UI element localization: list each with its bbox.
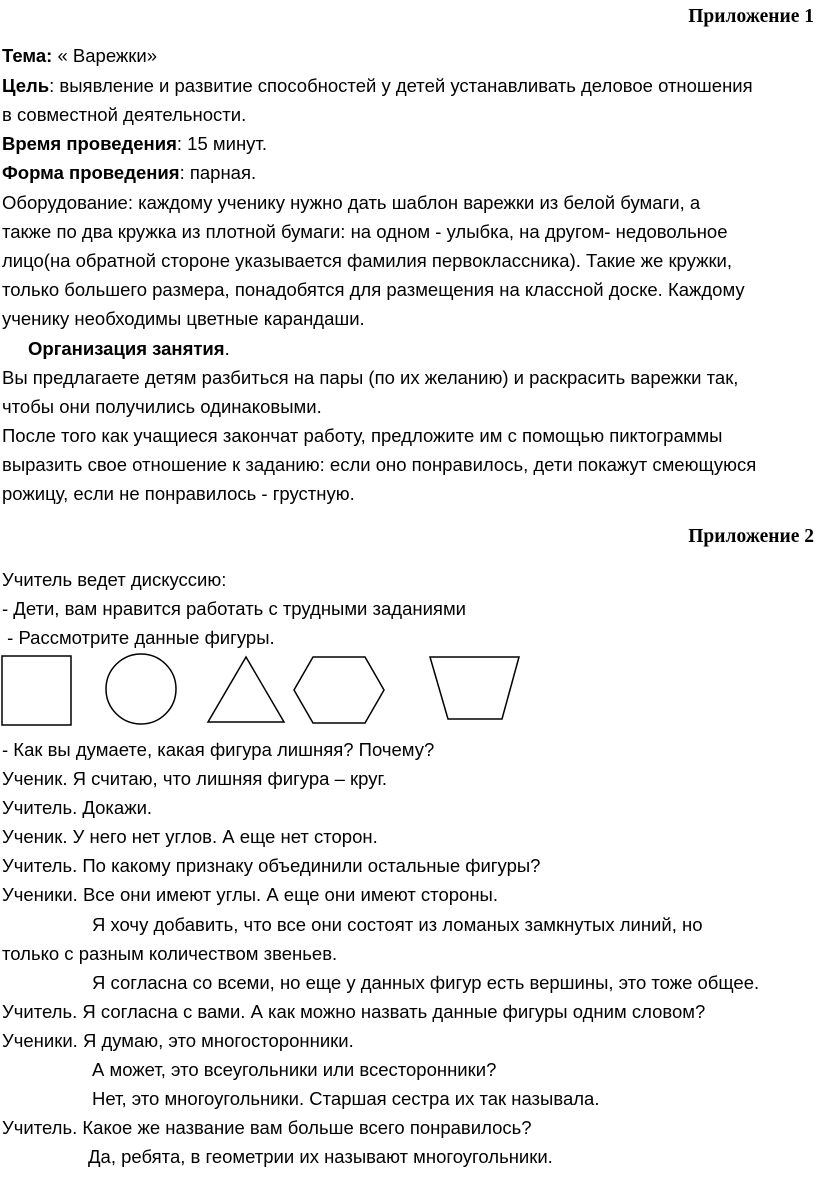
equipment-line: лицо(на обратной стороне указывается фамилия первоклассника). Такие же кружки, [2,250,733,271]
intro-line: - Рассмотрите данные фигуры. [2,627,275,648]
dialogue-line: Я согласна со всеми, но еще у данных фигур есть вершины, это тоже общее. [92,972,760,993]
form-label: Форма проведения [2,162,180,183]
dialogue-line: Учитель. Докажи. [2,797,153,818]
organization-label: Организация занятия [28,338,225,359]
goal-label: Цель [2,75,50,96]
form-value: : парная. [179,162,257,183]
square-figure [2,656,71,725]
time-value: : 15 минут. [176,133,267,154]
dialogue-line: только с разным количеством звеньев. [2,943,338,964]
body-line: рожицу, если не понравилось - грустную. [2,483,355,504]
body-line: чтобы они получились одинаковыми. [2,396,322,417]
dialogue-line: Ученики. Все они имеют углы. А еще они имеют стороны. [2,884,498,905]
body-line: После того как учащиеся закончат работу, предложите им с помощью пиктограммы [2,425,723,446]
appendix-1-heading: Приложение 1 [688,6,814,27]
body-line: Вы предлагаете детям разбиться на пары (по их желанию) и раскрасить варежки так, [2,367,739,388]
trapezoid-figure [430,657,519,719]
figures-illustration [0,652,816,732]
dialogue-line: Ученики. Я думаю, это многосторонники. [2,1030,354,1051]
dialogue-line: Ученик. Я считаю, что лишняя фигура – круг. [2,768,388,789]
organization-heading [28,336,230,362]
dialogue-line: А может, это всеугольники или всесторонники? [92,1059,497,1080]
dialogue-line: - Как вы думаете, какая фигура лишняя? Почему? [2,739,435,760]
triangle-figure [208,657,284,722]
circle-figure [106,654,176,724]
form-line [2,160,256,186]
topic-value: « Варежки» [52,45,157,66]
dialogue-line: Да, ребята, в геометрии их называют многоугольники. [88,1146,553,1167]
body-line: выразить свое отношение к заданию: если оно понравилось, дети покажут смеющуюся [2,454,757,475]
dialogue-line: Нет, это многоугольники. Старшая сестра их так называла. [92,1088,600,1109]
equipment-line: ученику необходимы цветные карандаши. [2,308,365,329]
dialogue-line: Учитель. Я согласна с вами. А как можно назвать данные фигуры одним словом? [2,1001,706,1022]
topic-line [2,43,157,69]
dialogue-line: Ученик. У него нет углов. А еще нет сторон. [2,826,378,847]
dialogue-line: Учитель. Какое же название вам больше всего понравилось? [2,1117,532,1138]
dialogue-line: Учитель. По какому признаку объединили остальные фигуры? [2,855,541,876]
organization-dot: . [224,338,230,359]
topic-label: Тема: [2,45,53,66]
goal-text: : выявление и развитие способностей у детей устанавливать деловое отношения [49,75,753,96]
equipment-line: Оборудование: каждому ученику нужно дать шаблон варежки из белой бумаги, а [2,192,701,213]
goal-line-2: в совместной деятельности. [2,104,247,125]
intro-line: - Дети, вам нравится работать с трудными заданиями [2,598,466,619]
dialogue-line: Я хочу добавить, что все они состоят из ломаных замкнутых линий, но [92,914,703,935]
time-line [2,131,267,157]
intro-line: Учитель ведет дискуссию: [2,569,227,590]
appendix-2-heading: Приложение 2 [688,526,814,547]
equipment-line: только большего размера, понадобятся для размещения на классной доске. Каждому [2,279,745,300]
hexagon-figure [294,657,384,723]
equipment-line: также по два кружка из плотной бумаги: на одном - улыбка, на другом- недовольное [2,221,728,242]
goal-line-1 [2,73,753,99]
time-label: Время проведения [2,133,177,154]
